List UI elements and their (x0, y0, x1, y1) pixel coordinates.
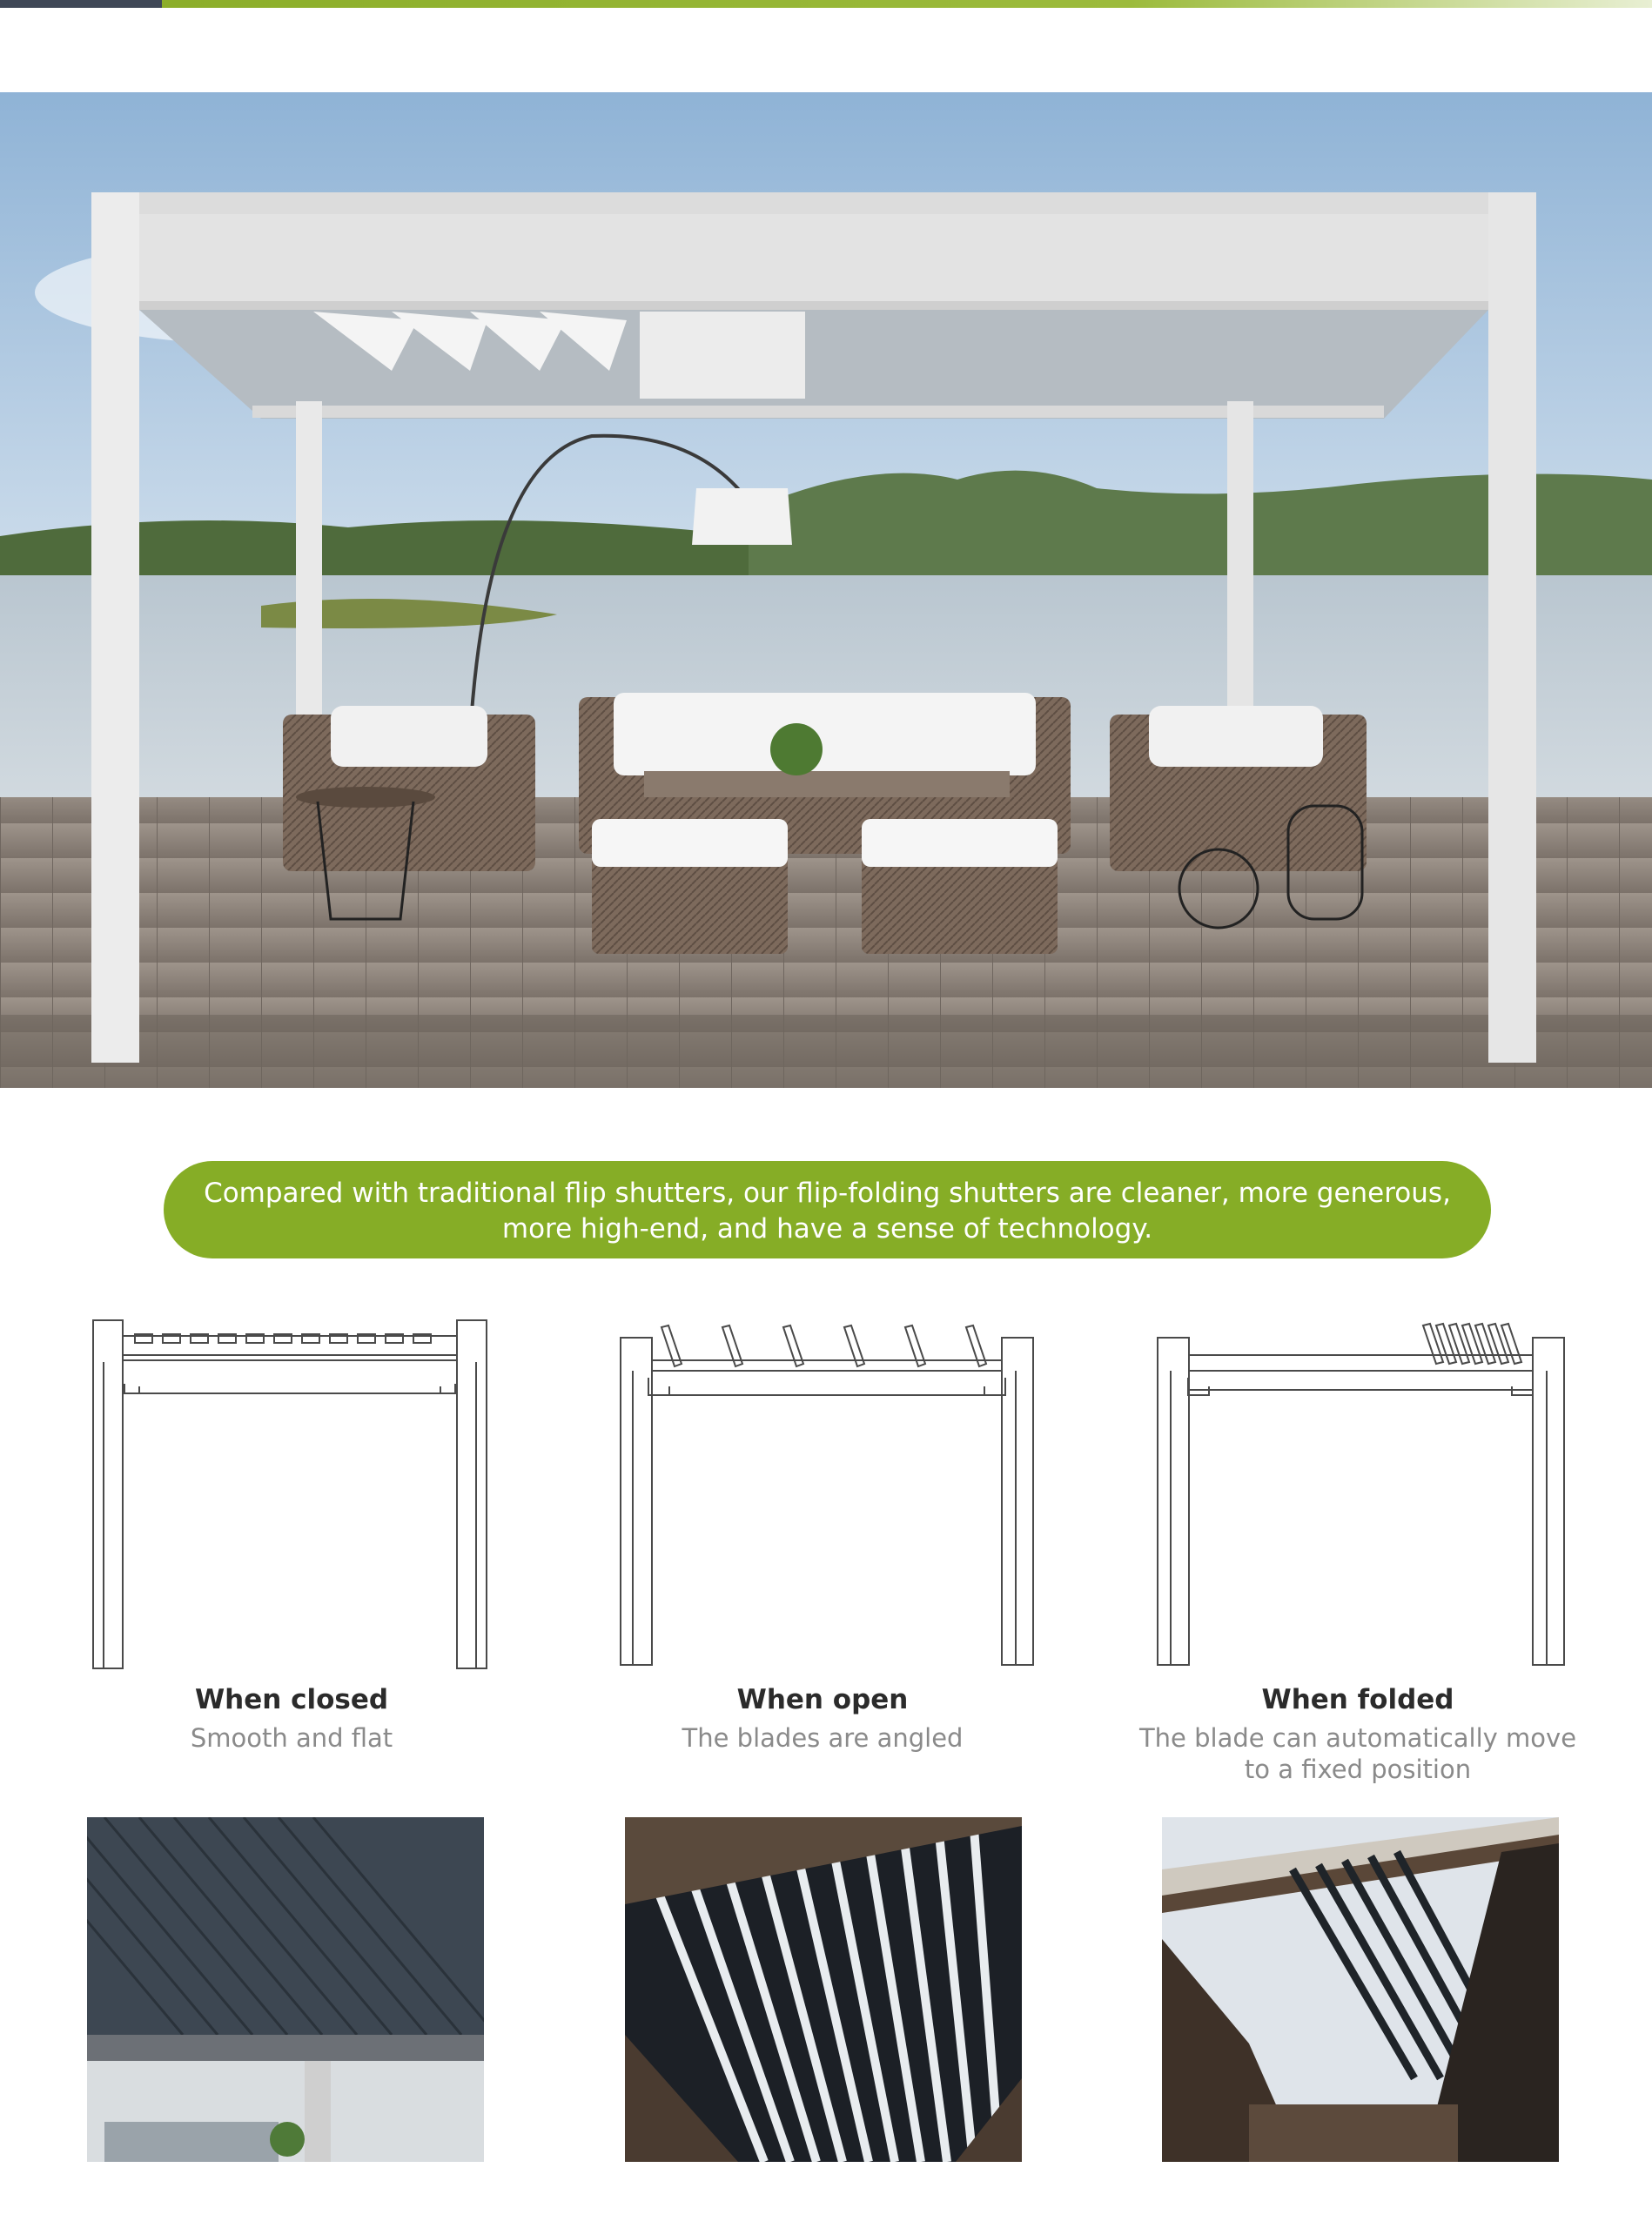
closed-caption-subtitle: Smooth and flat (190, 1723, 393, 1753)
banner-line-1: Compared with traditional flip shutters, our flip-folding shutters are cleaner, more generous, (204, 1178, 1451, 1209)
folded-caption-subtitle-line-2: to a fixed position (1244, 1755, 1472, 1784)
folded-caption-subtitle-line-1: The blade can automatically move (1138, 1723, 1577, 1753)
closed-caption-title: When closed (194, 1684, 389, 1715)
pergola-folded-diagram-icon (1153, 1310, 1606, 1675)
closed-louvers-photo (87, 1817, 484, 2162)
banner-line-2: more high-end, and have a sense of technology. (501, 1213, 1153, 1245)
top-accent-bar-green (162, 0, 1652, 8)
open-louvers-photo (625, 1817, 1022, 2162)
pergola-closed-diagram-icon (83, 1310, 535, 1675)
open-caption-subtitle: The blades are angled (682, 1723, 964, 1753)
feature-banner (164, 1161, 1491, 1258)
hero-pergola-photo (0, 92, 1652, 1088)
pergola-open-diagram-icon (614, 1310, 1066, 1675)
top-accent-bar-dark (0, 0, 162, 8)
open-caption-title: When open (736, 1684, 909, 1715)
folded-louvers-photo (1162, 1817, 1559, 2162)
folded-caption-title: When folded (1261, 1684, 1454, 1715)
